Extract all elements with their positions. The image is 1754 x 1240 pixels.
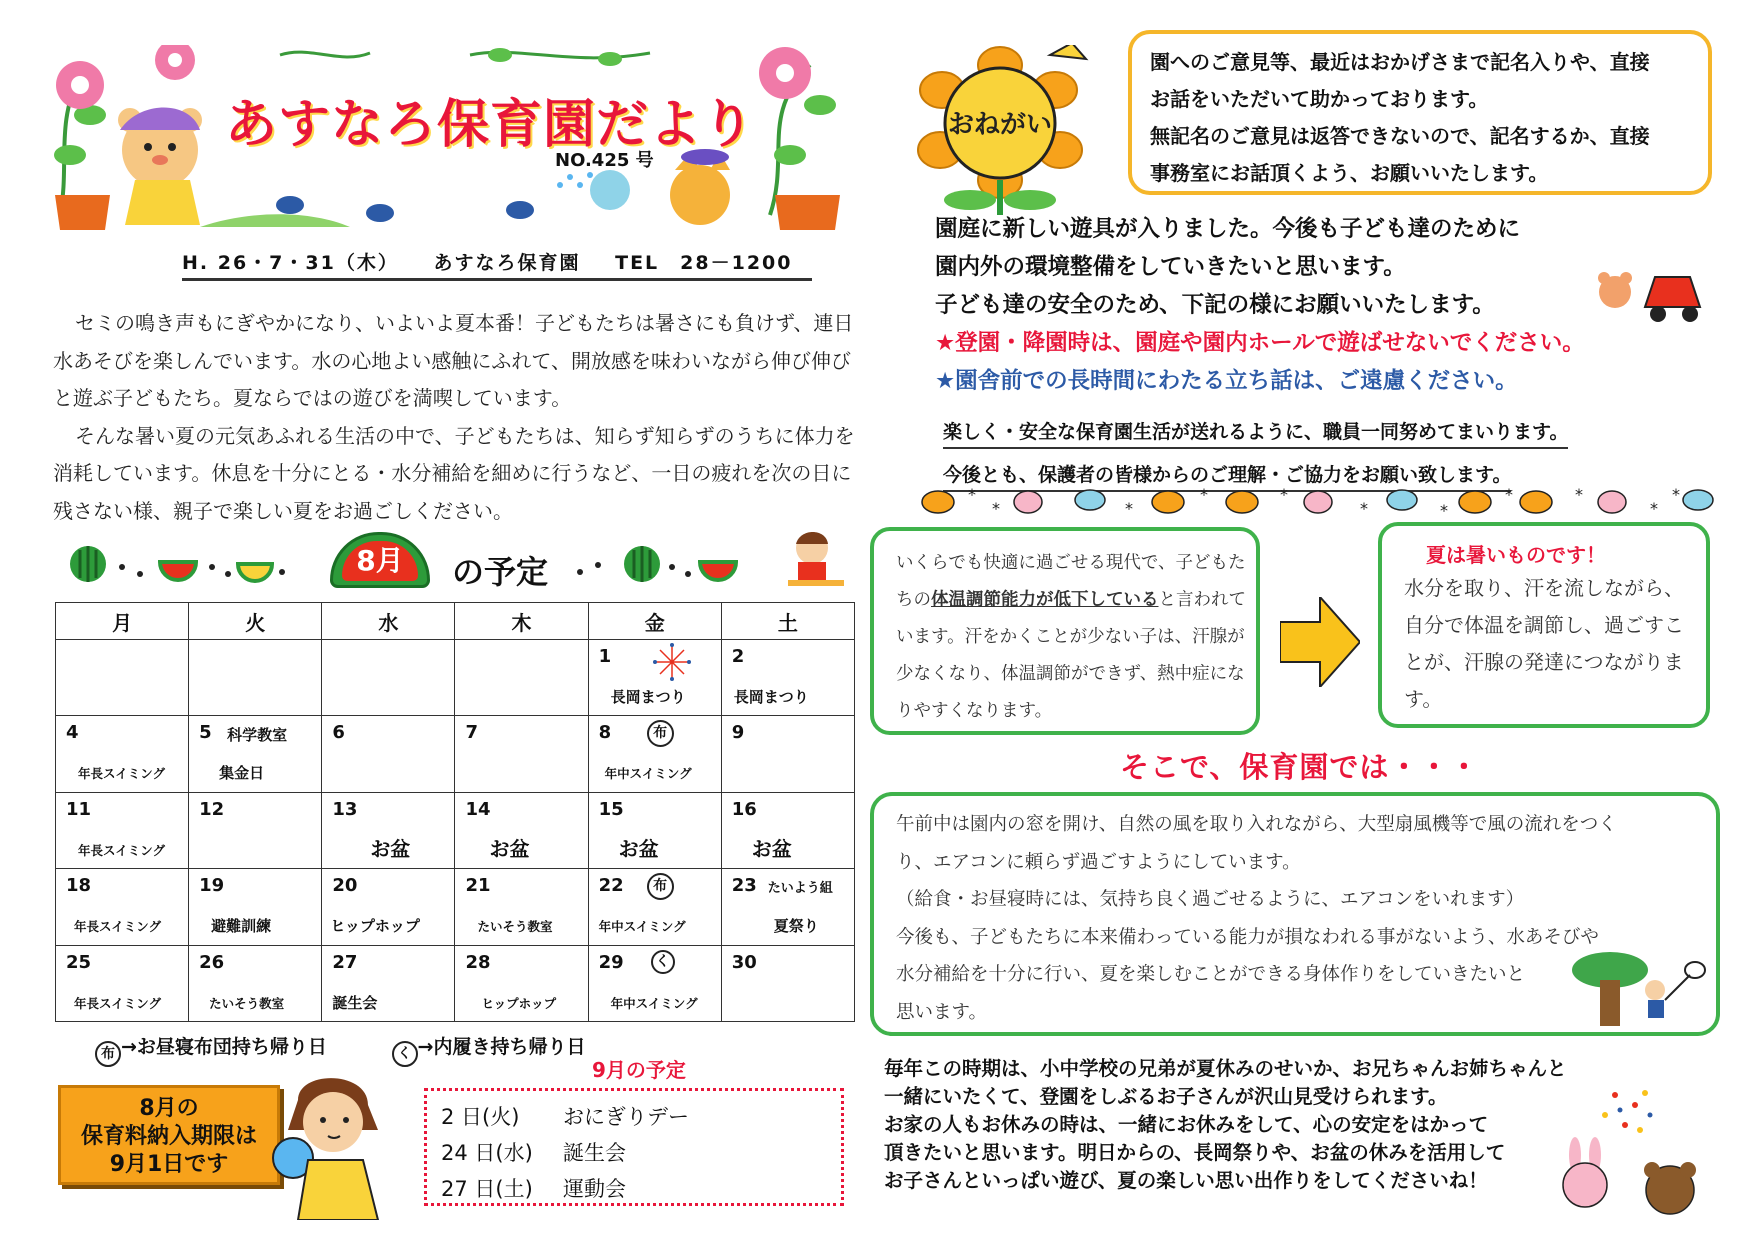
notice-line: 園内外の環境整備をしていきたいと思います。 <box>935 254 1406 280</box>
futon-legend-text: →お昼寝布団持ち帰り日 <box>121 1036 327 1058</box>
event-label: 年長スイミング <box>74 995 162 1011</box>
calendar-day <box>56 716 189 792</box>
calendar-week <box>56 640 855 716</box>
box-a-underline: 体温調節能力が低下している <box>931 590 1159 610</box>
calendar-week <box>56 716 855 792</box>
calendar-day <box>721 640 854 716</box>
summer-message <box>884 1055 1644 1195</box>
event-label: お盆 <box>751 836 792 861</box>
event-label: 科学教室 <box>227 726 288 745</box>
day-number: 5 <box>199 722 212 744</box>
intro-paragraph: そんな暑い夏の元気あふれる生活の中で、子どもたちは、知らず知らずのうちに体力を消耗しています。休息を十分にとる・水分補給を細めに行うなど、一日の疲れを次の日に残さない様、親子で楽しい夏をお過ごしください。 <box>53 423 855 523</box>
september-item <box>441 1171 841 1207</box>
box-c-line: （給食・お昼寝時には、気持ち良く過ごせるように、エアコンをいれます） <box>896 889 1525 910</box>
calendar-day <box>322 792 455 868</box>
calendar-day <box>455 716 588 792</box>
notice-line: 子ども達の安全のため、下記の様にお願いいたします。 <box>935 292 1495 318</box>
shoes-legend-icon: く <box>392 1041 418 1067</box>
september-date: 24 日(水) <box>441 1141 533 1165</box>
fee-deadline-box <box>58 1085 280 1185</box>
calendar-day-empty <box>322 640 455 716</box>
box-b-text: 水分を取り、汗を流しながら、自分で体温を調節し、過ごすことが、汗腺の発達につながります。 <box>1404 576 1684 711</box>
calendar-week <box>56 792 855 868</box>
futon-mark-icon: 布 <box>647 873 674 900</box>
svg-text:*: * <box>1650 499 1658 518</box>
event-label: ヒップホップ <box>481 995 557 1011</box>
calendar-day <box>588 640 721 716</box>
calendar-day-empty <box>56 640 189 716</box>
september-item <box>441 1135 841 1171</box>
phone-number: TEL 28－1200 <box>615 252 793 274</box>
intro-paragraph: セミの鳴き声もにぎやかになり、いよいよ夏本番！子どもたちは暑さにも負けず、連日水あそびを楽しんでいます。水の心地よい感触にふれて、開放感を味わいながら伸び伸びと遊ぶ子どもたち。夏ならではの遊びを満喫しています。 <box>53 311 854 410</box>
notice-line: 園庭に新しい遊具が入りました。今後も子ども達のために <box>935 216 1521 242</box>
futon-legend-icon: 布 <box>95 1041 121 1067</box>
day-number: 19 <box>199 875 225 897</box>
calendar-day <box>56 869 189 945</box>
calendar-day <box>189 869 322 945</box>
september-date: 27 日(土) <box>441 1177 533 1201</box>
closing-line: 楽しく・安全な保育園生活が送れるように、職員一同努めてまいります。 <box>943 417 1568 449</box>
september-event: おにぎりデー <box>563 1105 689 1129</box>
weekday-header: 月 <box>56 603 189 640</box>
event-label: 年長スイミング <box>74 919 162 935</box>
calendar-day <box>588 792 721 868</box>
day-number: 27 <box>332 951 358 973</box>
weekday-header: 火 <box>189 603 322 640</box>
september-event: 誕生会 <box>563 1141 626 1165</box>
calendar-day <box>721 945 854 1021</box>
summer-line: 毎年この時期は、小中学校の兄弟が夏休みのせいか、お兄ちゃんお姉ちゃんと <box>884 1057 1567 1080</box>
box-c-line: 水分補給を十分に行い、夏を楽しむことができる身体作りをしていきたいと <box>896 964 1526 985</box>
section-heading: そこで、保育園では・・・ <box>1120 750 1480 784</box>
weekday-header-row <box>56 603 855 640</box>
box-c-line: 午前中は園内の窓を開け、自然の風を取り入れながら、大型扇風機等で風の流れをつく <box>896 814 1617 835</box>
event-label: 夏祭り <box>773 917 819 936</box>
svg-text:*: * <box>1505 486 1513 504</box>
event-label: 長岡まつり <box>610 688 686 706</box>
day-number: 11 <box>66 798 92 820</box>
calendar-week <box>56 945 855 1021</box>
calendar-day <box>455 869 588 945</box>
event-label: 年長スイミング <box>78 842 166 858</box>
request-line: お話をいただいて助かっております。 <box>1150 87 1489 111</box>
day-number: 22 <box>598 875 624 897</box>
fireworks-icon <box>647 642 697 682</box>
body-temperature-box <box>870 527 1260 735</box>
august-calendar <box>55 602 855 1022</box>
day-number: 7 <box>465 722 478 744</box>
calendar-day-empty <box>189 640 322 716</box>
event-label: 誕生会 <box>332 993 378 1012</box>
calendar-day <box>588 869 721 945</box>
svg-text:*: * <box>1575 486 1583 504</box>
svg-text:*: * <box>1672 486 1680 504</box>
info-line <box>182 248 812 281</box>
event-label: たいそう教室 <box>209 995 285 1011</box>
fee-line: 9月1日です <box>109 1152 229 1177</box>
event-label: 年長スイミング <box>78 766 166 782</box>
schedule-title: の予定 <box>452 553 549 591</box>
event-label: お盆 <box>370 836 411 861</box>
day-number: 28 <box>465 951 491 973</box>
calendar-day <box>455 792 588 868</box>
calendar-day <box>189 716 322 792</box>
box-c-line: り、エアコンに頼らず過ごすようにしています。 <box>896 851 1301 873</box>
day-number: 1 <box>598 646 612 667</box>
right-arrow-icon <box>1280 597 1360 687</box>
day-number: 30 <box>731 951 757 973</box>
issue-date: H. 26・7・31（木） <box>182 252 399 274</box>
day-number: 14 <box>465 798 491 820</box>
calendar-day <box>322 716 455 792</box>
day-number: 15 <box>598 798 624 820</box>
calendar-day <box>721 716 854 792</box>
fee-line: 8月の <box>139 1096 199 1121</box>
issue-number: NO.425 号 <box>555 150 654 171</box>
intro-text <box>53 305 863 530</box>
day-number: 2 <box>731 646 745 667</box>
box-a-text: いくらでも快適に過ごせる現代で、子どもたちの <box>896 553 1246 610</box>
request-line: 事務室にお話頂くよう、お願いいたします。 <box>1150 161 1549 185</box>
svg-text:*: * <box>968 486 976 504</box>
day-number: 29 <box>598 951 624 973</box>
shoes-legend-text: →内履き持ち帰り日 <box>417 1036 586 1058</box>
day-number: 16 <box>731 798 757 820</box>
fee-line: 保育料納入期限は <box>80 1124 257 1149</box>
event-label: お盆 <box>618 836 659 861</box>
event-label: お盆 <box>489 836 530 861</box>
event-label: 避難訓練 <box>211 917 272 936</box>
month-label: 8月 <box>342 541 418 581</box>
day-number: 8 <box>598 722 612 744</box>
september-event: 運動会 <box>563 1177 626 1201</box>
summer-line: お子さんといっぱい遊び、夏の楽しい思い出作りをしてくださいね！ <box>884 1169 1488 1192</box>
watermelon-icon <box>70 546 106 582</box>
box-a-text: と言われています。汗をかくことが少ない子は、汗腺が少なくなり、体温調節ができず、熱中症になりやすくなります。 <box>896 590 1246 721</box>
request-line: 無記名のご意見は返答できないので、記名するか、直接 <box>1150 124 1650 148</box>
svg-text:*: * <box>1200 486 1208 504</box>
box-c-line: 今後も、子どもたちに本来備わっている能力が損なわれる事がないよう、水あそびや <box>896 926 1599 948</box>
summer-is-hot-box <box>1378 522 1710 728</box>
calendar-day <box>455 945 588 1021</box>
org-name: あすなろ保育園 <box>433 252 581 274</box>
calendar-day <box>322 945 455 1021</box>
event-label: ヒップホップ <box>330 917 420 936</box>
weekday-header: 水 <box>322 603 455 640</box>
box-b-title: 夏は暑いものです！ <box>1426 543 1606 567</box>
calendar-day-empty <box>455 640 588 716</box>
newsletter-title: あすなろ保育園だより <box>225 95 756 155</box>
event-label: 長岡まつり <box>733 688 809 706</box>
september-title: 9月の予定 <box>592 1058 686 1082</box>
day-number: 18 <box>66 875 92 897</box>
sunflower-illustration <box>900 45 1100 215</box>
rabbit-and-bear-icon <box>1555 1085 1715 1225</box>
futon-mark-icon: 布 <box>647 720 674 747</box>
day-number: 12 <box>199 798 225 820</box>
calendar-day <box>721 869 854 945</box>
tree-and-child-icon <box>1570 950 1710 1030</box>
svg-text:*: * <box>1125 499 1133 518</box>
day-number: 23 <box>731 875 757 897</box>
notice-red-rule: ★登園・降園時は、園庭や園内ホールで遊ばせないでください。 <box>935 330 1585 356</box>
day-number: 6 <box>332 722 345 744</box>
event-label: 集金日 <box>219 764 265 783</box>
event-label: 年中スイミング <box>598 919 686 935</box>
event-label: 年中スイミング <box>610 995 698 1011</box>
calendar-day <box>588 716 721 792</box>
weekday-header: 金 <box>588 603 721 640</box>
kakigori-decoration-row <box>920 486 1720 520</box>
event-label: たいそう教室 <box>477 919 553 935</box>
request-badge-label: おねがい <box>947 110 1053 140</box>
weekday-header: 木 <box>455 603 588 640</box>
summer-line: お家の人もお休みの時は、一緒にお休みをして、心の安定をはかって <box>884 1113 1489 1136</box>
calendar-day <box>721 792 854 868</box>
day-number: 13 <box>332 798 358 820</box>
car-and-bear-icon <box>1590 262 1705 332</box>
svg-text:*: * <box>992 499 1000 518</box>
day-number: 25 <box>66 951 92 973</box>
day-number: 4 <box>66 722 79 744</box>
weekday-header: 土 <box>721 603 854 640</box>
calendar-day <box>588 945 721 1021</box>
box-c-line: 思います。 <box>896 1001 988 1023</box>
september-date: 2 日(火) <box>441 1105 520 1129</box>
september-schedule <box>424 1088 844 1206</box>
calendar-legend <box>95 1032 585 1067</box>
notice-blue-rule: ★園舎前での長時間にわたる立ち話は、ご遠慮ください。 <box>935 368 1518 394</box>
day-number: 21 <box>465 875 491 897</box>
request-box <box>1128 30 1712 195</box>
calendar-week <box>56 869 855 945</box>
request-line: 園へのご意見等、最近はおかげさまで記名入りや、直接 <box>1150 50 1650 74</box>
girl-with-fan-illustration <box>268 1070 398 1220</box>
svg-text:*: * <box>1280 486 1288 504</box>
event-label: たいよう組 <box>767 881 833 897</box>
shoes-mark-icon: く <box>651 950 675 974</box>
day-number: 9 <box>731 722 745 744</box>
calendar-day <box>56 945 189 1021</box>
closing-line: 今後とも、保護者の皆様からのご理解・ご協力をお願い致します。 <box>943 460 1511 492</box>
svg-text:*: * <box>1360 499 1368 518</box>
summer-line: 一緒にいたくて、登園をしぶるお子さんが沢山見受けられます。 <box>884 1085 1448 1108</box>
calendar-day <box>189 792 322 868</box>
day-number: 26 <box>199 951 225 973</box>
calendar-day <box>56 792 189 868</box>
summer-line: 頂きたいと思います。明日からの、長岡祭りや、お盆の休みを活用して <box>884 1141 1506 1164</box>
calendar-day <box>322 869 455 945</box>
september-item <box>441 1099 841 1135</box>
event-label: 年中スイミング <box>604 766 692 782</box>
svg-text:*: * <box>1440 501 1448 520</box>
calendar-day <box>189 945 322 1021</box>
day-number: 20 <box>332 875 358 897</box>
